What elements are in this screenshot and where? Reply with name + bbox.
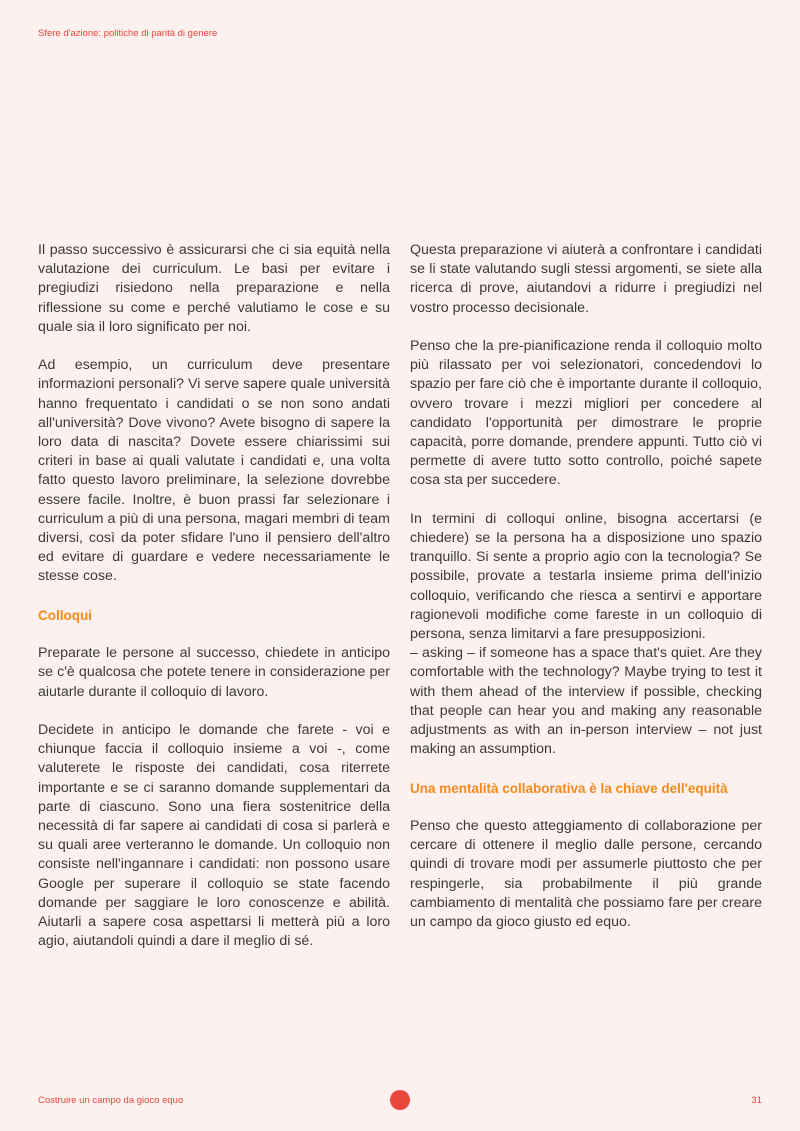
right-column	[410, 241, 762, 951]
paragraph: Preparate le persone al successo, chiedete in anticipo se c'è qualcosa che potete tenere in considerazione per aiutarle durante il colloquio di lavoro.	[38, 645, 390, 700]
paragraph: Il passo successivo è assicurarsi che ci sia equità nella valutazione dei curriculum. Le basi per evitare i pregiudizi risiedono nella preparazione e nella riflessione su come e perché valutiamo le cose e su quale sia il loro significato per noi.	[38, 242, 390, 335]
footer-publication-title: Costruire un campo da gioco equo	[38, 1095, 184, 1106]
paragraph-english: – asking – if someone has a space that's quiet. Are they comfortable with the technology? Maybe trying to test it with them ahead of the interview if possible, checking that people can hear you and making any reasonable adjustments as with an in-person interview – not just making an assumption.	[410, 645, 762, 758]
paragraph: Decidete in anticipo le domande che farete - voi e chiunque faccia il colloquio insieme a voi -, come valuterete le risposte dei candidati, cosa riterrete importante e se ci saranno domande supplementari da parte di ciascuno. Sono una fiera sostenitrice della necessità di far sapere ai candidati di cosa si parlerà e su quali aree verteranno le domande. Un colloquio non consiste nell'ingannare i candidati: non possono usare Google per superare il colloquio se state facendo domande per saggiare le loro conoscenze e abilità. Aiutarli a sapere cosa aspettarsi li metterà più a loro agio, aiutandoli quindi a dare il meglio di sé.	[38, 722, 390, 950]
left-column	[38, 241, 390, 971]
paragraph: Penso che questo atteggiamento di collaborazione per cercare di ottenere il meglio dalle persone, cercando quindi di trovare modi per assumerle piuttosto che per respingerle, sia probabilmente il più grande cambiamento di mentalità che possiamo fare per creare un campo da gioco giusto ed equo.	[410, 818, 762, 931]
paragraph: Questa preparazione vi aiuterà a confrontare i candidati se li state valutando sugli stessi argomenti, se siete alla ricerca di prove, aiutandovi a ridurre i pregiudizi nel vostro processo decisionale.	[410, 242, 762, 316]
paragraph: Ad esempio, un curriculum deve presentare informazioni personali? Vi serve sapere quale università hanno frequentato i candidati o se non sono andati all'università? Dove vivono? Avete bisogno di sapere la loro data di nascita? Dovete essere chiarissimi sui criteri in base ai quali valutate i candidati e, una volta fatto questo lavoro preliminare, la selezione dovrebbe essere facile. Inoltre, è buon prassi far selezionare i curriculum a più di una persona, magari membri di team diversi, così da poter sfidare l'uno il pensiero dell'altro ed evitare di guardare e vedere necessariamente le stesse cose.	[38, 357, 390, 585]
paragraph: In termini di colloqui online, bisogna accertarsi (e chiedere) se la persona ha a disposizione uno spazio tranquillo. Si sente a proprio agio con la tecnologia? Se possibile, provate a testarla insieme prima dell'inizio colloquio, verificando che riesca a sentirvi e apportare ragionevoli modifiche come fareste in un colloquio di persona, senza limitarvi a fare presupposizioni.	[410, 510, 762, 643]
section-heading-mentalita: Una mentalità collaborativa è la chiave dell'equità	[410, 780, 728, 796]
section-heading-colloqui: Colloqui	[38, 607, 92, 623]
paragraph: Penso che la pre-pianificazione renda il colloquio molto più rilassato per voi selezionatori, concedendovi lo spazio per fare ciò che è importante durante il colloquio, ovvero trovare i mezzi migliori per concedere al candidato l'opportunità per dimostrare le proprie capacità, porre domande, prendere appunti. Tutto ciò vi permette di avere tutto sotto controllo, poiché sapete cosa sta per succedere.	[410, 338, 762, 489]
page-number: 31	[751, 1095, 762, 1106]
footer-dot-icon	[390, 1090, 410, 1110]
running-header: Sfere d'azione: politiche di parità di genere	[38, 28, 218, 39]
